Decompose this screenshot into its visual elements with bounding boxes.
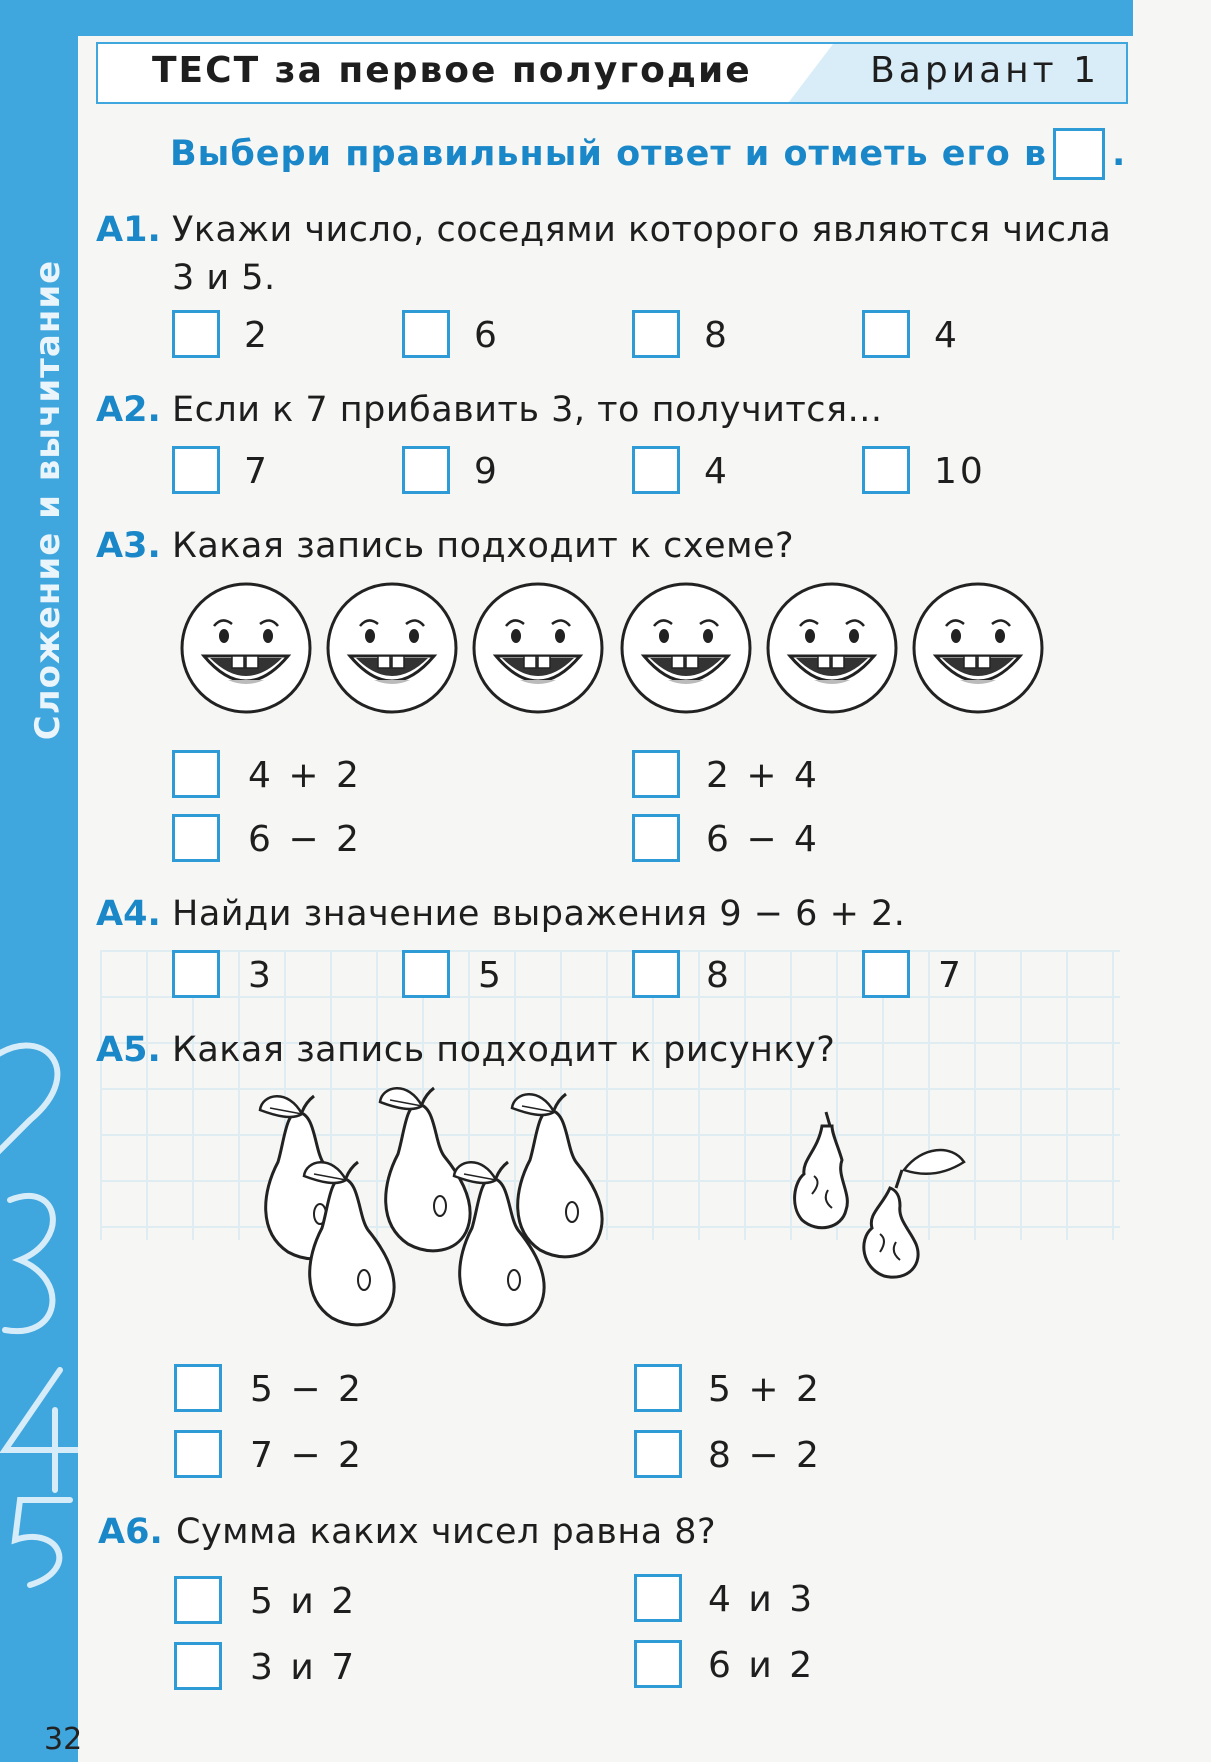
smiley-face-icon (328, 584, 456, 712)
answer-checkbox-a6-3[interactable] (174, 1642, 222, 1690)
question-text-a1-line2: 3 и 5. (172, 258, 276, 298)
answer-option-a5-1: 5 − 2 (250, 1369, 364, 1410)
answer-checkbox-a4-3[interactable] (632, 950, 680, 998)
answer-checkbox-a5-1[interactable] (174, 1364, 222, 1412)
answer-option-a2-2: 9 (474, 451, 500, 492)
smiley-faces-scheme (178, 578, 1058, 722)
pear-icon (512, 1094, 602, 1257)
answer-option-a6-3: 3 и 7 (250, 1647, 358, 1688)
smiley-face-icon (768, 584, 896, 712)
decorative-numbers-icon (0, 1030, 78, 1590)
answer-checkbox-a1-2[interactable] (402, 310, 450, 358)
sidebar (0, 0, 78, 1762)
question-text-a2: Если к 7 прибавить 3, то получится... (172, 390, 883, 430)
question-number-a3: A3. (96, 526, 161, 566)
answer-checkbox-a4-2[interactable] (402, 950, 450, 998)
question-number-a5: A5. (96, 1030, 161, 1070)
answer-checkbox-a1-4[interactable] (862, 310, 910, 358)
answer-option-a5-3: 7 − 2 (250, 1435, 364, 1476)
smiley-face-icon (914, 584, 1042, 712)
pear-core-icon (795, 1112, 848, 1228)
answer-checkbox-a1-1[interactable] (172, 310, 220, 358)
answer-option-a5-4: 8 − 2 (708, 1435, 822, 1476)
answer-option-a4-1: 3 (248, 955, 274, 996)
answer-checkbox-a4-1[interactable] (172, 950, 220, 998)
top-band (78, 0, 1133, 36)
section-title: Сложение и вычитание (28, 259, 68, 741)
answer-option-a2-4: 10 (934, 451, 986, 492)
smiley-face-icon (182, 584, 310, 712)
answer-checkbox-a5-2[interactable] (634, 1364, 682, 1412)
instruction-text: Выбери правильный ответ и отметь его в (170, 134, 1048, 174)
answer-option-a4-4: 7 (938, 955, 964, 996)
answer-checkbox-a3-1[interactable] (172, 750, 220, 798)
answer-checkbox-a5-3[interactable] (174, 1430, 222, 1478)
answer-option-a3-2: 2 + 4 (706, 755, 820, 796)
answer-checkbox-a2-3[interactable] (632, 446, 680, 494)
pear-core-icon (864, 1150, 964, 1277)
question-text-a4: Найди значение выражения 9 − 6 + 2. (172, 894, 906, 934)
answer-option-a4-3: 8 (706, 955, 732, 996)
answer-checkbox-a3-3[interactable] (172, 814, 220, 862)
answer-option-a5-2: 5 + 2 (708, 1369, 822, 1410)
answer-option-a2-1: 7 (244, 451, 270, 492)
answer-option-a6-1: 5 и 2 (250, 1581, 358, 1622)
answer-checkbox-a1-3[interactable] (632, 310, 680, 358)
page-number: 32 (44, 1722, 83, 1757)
answer-checkbox-a2-2[interactable] (402, 446, 450, 494)
answer-option-a3-4: 6 − 4 (706, 819, 820, 860)
answer-checkbox-a2-4[interactable] (862, 446, 910, 494)
question-number-a4: A4. (96, 894, 161, 934)
answer-checkbox-a2-1[interactable] (172, 446, 220, 494)
answer-checkbox-a3-2[interactable] (632, 750, 680, 798)
answer-option-a1-1: 2 (244, 315, 270, 356)
answer-option-a1-3: 8 (704, 315, 730, 356)
answer-checkbox-a3-4[interactable] (632, 814, 680, 862)
answer-checkbox-a4-4[interactable] (862, 950, 910, 998)
question-text-a6: Сумма каких чисел равна 8? (176, 1512, 717, 1552)
answer-option-a3-1: 4 + 2 (248, 755, 362, 796)
header-title: ТЕСТ за первое полугодие (152, 50, 752, 91)
instruction-checkbox-icon (1053, 128, 1105, 180)
answer-option-a6-4: 6 и 2 (708, 1645, 816, 1686)
test-header (96, 42, 1128, 104)
variant-label: Вариант 1 (870, 50, 1100, 91)
smiley-face-icon (622, 584, 750, 712)
answer-checkbox-a5-4[interactable] (634, 1430, 682, 1478)
question-number-a1: A1. (96, 210, 161, 250)
pear-cores-picture (792, 1110, 982, 1290)
answer-option-a1-4: 4 (934, 315, 960, 356)
answer-checkbox-a6-1[interactable] (174, 1576, 222, 1624)
question-text-a1: Укажи число, соседями которого являются числа (172, 210, 1112, 250)
answer-option-a2-3: 4 (704, 451, 730, 492)
answer-checkbox-a6-2[interactable] (634, 1574, 682, 1622)
question-number-a6: A6. (98, 1512, 163, 1552)
smiley-face-icon (474, 584, 602, 712)
answer-checkbox-a6-4[interactable] (634, 1640, 682, 1688)
answer-option-a6-2: 4 и 3 (708, 1579, 816, 1620)
answer-option-a1-2: 6 (474, 315, 500, 356)
pears-picture (238, 1084, 678, 1334)
instruction-period: . (1112, 134, 1126, 174)
question-text-a5: Какая запись подходит к рисунку? (172, 1030, 836, 1070)
answer-option-a3-3: 6 − 2 (248, 819, 362, 860)
question-number-a2: A2. (96, 390, 161, 430)
answer-option-a4-2: 5 (478, 955, 504, 996)
question-text-a3: Какая запись подходит к схеме? (172, 526, 795, 566)
